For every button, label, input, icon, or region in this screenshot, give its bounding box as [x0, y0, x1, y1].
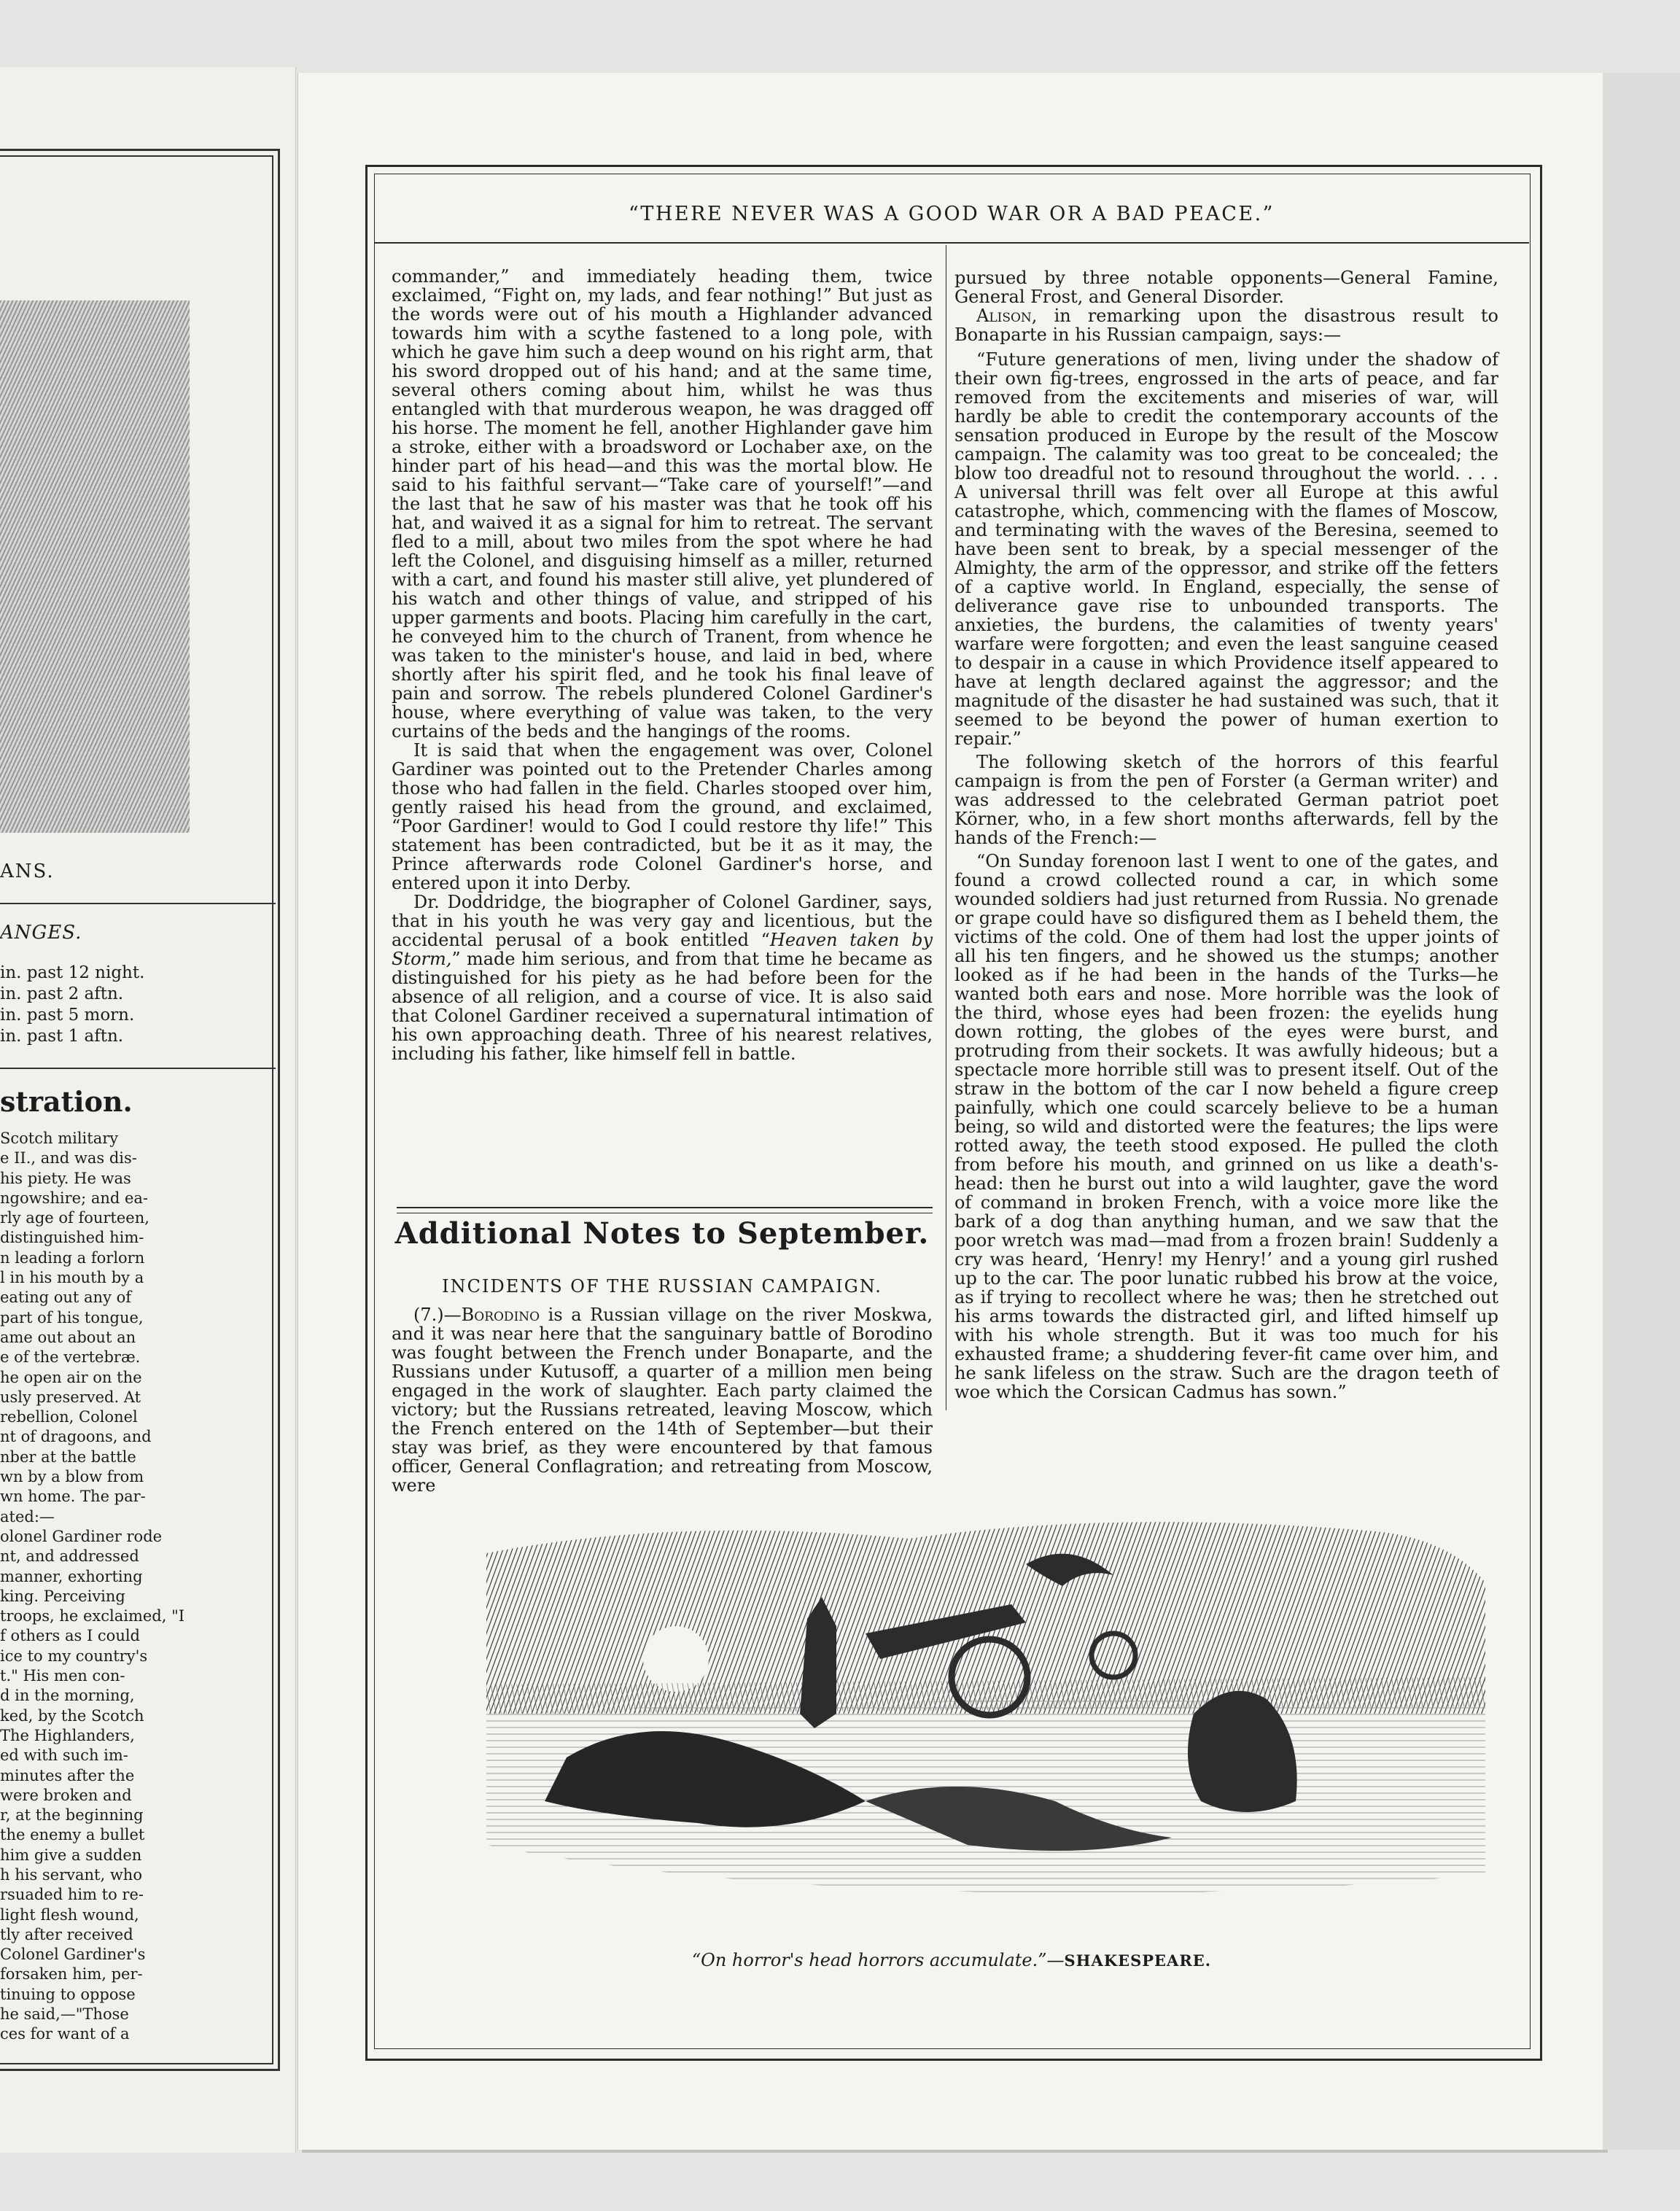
- left-column-line: ated:—: [0, 1507, 55, 1526]
- left-column-line: nt of dragoons, and: [0, 1428, 152, 1446]
- head-rule: [374, 242, 1529, 244]
- paragraph-text: Dr. Doddridge, the biographer of Colonel Gardiner, says, that in his youth he was very gay and licentious, but the accidental perusal of a book entitled “: [392, 892, 933, 950]
- left-column-line: ame out about an: [0, 1328, 136, 1346]
- main-page: [298, 73, 1603, 2150]
- book-title: Heaven taken by Storm,: [392, 930, 933, 969]
- left-section-title: stration.: [0, 1085, 133, 1118]
- left-column-line: minutes after the: [0, 1766, 135, 1784]
- paragraph: [392, 893, 933, 1063]
- left-changes-item: in. past 5 morn.: [0, 1006, 135, 1025]
- left-divider: [0, 1068, 276, 1069]
- left-column-line: manner, exhorting: [0, 1567, 143, 1585]
- left-column-line: ed with such im-: [0, 1746, 128, 1765]
- section-title: Additional Notes to September.: [394, 1216, 930, 1251]
- left-column-line: ngowshire; and ea-: [0, 1189, 149, 1207]
- author-name: Alison: [976, 306, 1032, 326]
- left-column-line: ice to my country's: [0, 1647, 148, 1665]
- left-column-line: light flesh wound,: [0, 1905, 139, 1924]
- paragraph-text: ” made him serious, and from that time he became as distinguished for his piety as he had before been for the absence of all religion, and a course of vice. It is also said that Colonel Gardiner received a supernatural intimation of his own approaching death. Three of his nearest relatives, including his father, like himself fell in battle.: [392, 949, 933, 1064]
- paragraph-text: , in remarking upon the disastrous result to Bonaparte in his Russian campaign, says:—: [954, 306, 1498, 345]
- paragraph: [954, 306, 1498, 344]
- left-column-line: wn by a blow from: [0, 1468, 144, 1486]
- left-column-line: f others as I could: [0, 1627, 141, 1645]
- left-column-line: troops, he exclaimed, "I: [0, 1607, 185, 1625]
- right-column: [954, 268, 1498, 1402]
- paragraph-number: (7.)—: [413, 1305, 462, 1325]
- left-column-line: e of the vertebræ.: [0, 1348, 141, 1367]
- left-column-line: the enemy a bullet: [0, 1826, 145, 1844]
- left-column-line: part of his tongue,: [0, 1308, 144, 1326]
- section-subtitle: INCIDENTS OF THE RUSSIAN CAMPAIGN.: [442, 1276, 882, 1297]
- left-changes-item: in. past 1 aftn.: [0, 1027, 124, 1046]
- left-column-line: distinguished him-: [0, 1229, 144, 1247]
- left-changes-item: in. past 12 night.: [0, 963, 145, 982]
- running-head: “THERE NEVER WAS A GOOD WAR OR A BAD PEACE.”: [629, 203, 1275, 225]
- left-column-line: Colonel Gardiner's: [0, 1946, 146, 1964]
- moon: [643, 1626, 709, 1692]
- left-changes-title: ANGES.: [0, 922, 82, 944]
- left-column-line: ces for want of a: [0, 2025, 130, 2043]
- left-column: [392, 267, 933, 1063]
- paragraph: [392, 1305, 933, 1495]
- paragraph: commander,” and immediately heading them, twice exclaimed, “Fight on, my lads, and fear nothing!” But just as the words were out of his mouth a Highlander advanced towards him with a scythe fastened to a long pole, with which he gave him such a deep wound on his right arm, that his sword dropped out of his hand; and at the same time, several others coming about him, whilst he was thus entangled with that murderous weapon, he was dragged off his horse. The moment he fell, another Highlander gave him a stroke, either with a broadsword or Lochaber axe, on the hinder part of his head—and this was the mortal blow. He said to his faithful servant—“Take care of yourself!”—and the last that he saw of his master was that he took off his hat, and waived it as a signal for him to retreat. The servant fled to a mill, about two miles from the spot where he had left the Colonel, and disguising himself as a miller, returned with a cart, and found his master still alive, yet plundered of his watch and other things of value, and stripped of his upper garments and boots. Placing him carefully in the cart, he conveyed him to the church of Tranent, from whence he was taken to the minister's house, and laid in bed, where shortly after his spirit fled, and he took his final leave of pain and sorrow. The rebels plundered Colonel Gardiner's house, where everything of value was taken, to the very curtains of the beds and the hangings of the rooms.: [392, 266, 933, 742]
- quotation: “On Sunday forenoon last I went to one of the gates, and found a crowd collected round a car, in which some wounded soldiers had just returned from Russia. No grenade or grape could have so disfigured them as I beheld them, the victims of the cold. One of them had lost the upper joints of all his ten fingers, and he showed us the stumps; another looked as if he had been in the hands of the Turks—he wanted both ears and nose. More horrible was the look of the third, whose eyes had been frozen: the eyelids hung down rotting, the globes of the eyes were burst, and protruding from their sockets. It was awfully hideous; but a spectacle more horrible still was to present itself. Out of the straw in the bottom of the car I now beheld a figure creep painfully, which one could scarcely believe to be a human being, so wild and distorted were the features; the lips were rotted away, the teeth stood exposed. He pulled the cloth from before his mouth, and grinned on us like a death's-head: then he burst out into a wild laughter, gave the word of command in broken French, with a voice more like the bark of a dog than anything human, and we saw that the poor wretch was mad—mad from a frozen brain! Suddenly a cry was heard, ‘Henry! my Henry!’ and a young girl rushed up to the car. The poor lunatic rubbed his brow at the voice, as if trying to recollect where he was; then he stretched out his arms towards the distracted girl, and lifted himself up with his whole strength. But it was too much for his exhausted frame; a shuddering fever-fit came over him, and he sank lifeless on the straw. Such are the dragon teeth of woe which the Corsican Cadmus has sown.”: [954, 851, 1498, 1402]
- left-page-column: [0, 1129, 185, 2045]
- left-page-fragment: [0, 67, 296, 2153]
- left-column-line: tinuing to oppose: [0, 1985, 136, 2003]
- left-column-line: r, at the beginning: [0, 1806, 144, 1825]
- scan-edge: [1603, 73, 1680, 2150]
- left-changes-item: in. past 2 aftn.: [0, 984, 124, 1003]
- left-column-line: olonel Gardiner rode: [0, 1527, 163, 1545]
- section-column: [392, 1305, 933, 1495]
- left-column-line: The Highlanders,: [0, 1726, 135, 1744]
- left-column-line: were broken and: [0, 1786, 132, 1804]
- left-column-line: eating out any of: [0, 1289, 132, 1307]
- left-column-line: king. Perceiving: [0, 1587, 125, 1605]
- left-column-line: rsuaded him to re-: [0, 1886, 144, 1904]
- quotation: “Future generations of men, living under the shadow of their own fig-trees, engrossed in the arts of peace, and far removed from the excitements and miseries of war, will hardly be able to credit the contemporary accounts of the sensation produced in Europe by the result of the Moscow campaign. The calamity was too great to be concealed; the blow too dreadful not to resound throughout the world. . . . A universal thrill was felt over all Europe at this awful catastrophe, which, commencing with the flames of Moscow, and terminating with the waves of the Beresina, seemed to have been sent to break, by a special messenger of the Almighty, the arm of the oppressor, and strike off the fetters of a captive world. In England, especially, the sense of deliverance gave rise to unbounded transports. The anxieties, the burdens, the calamities of twenty years' warfare were forgotten; and even the least sanguine ceased to despair in a cause in which Providence itself appeared to have at length declared against the aggressor; and the magnitude of the disaster he had sustained was such, that it seemed to be beyond the power of human exertion to repair.”: [954, 349, 1498, 749]
- place-name: Borodino: [461, 1305, 540, 1325]
- left-column-line: he said,—"Those: [0, 2005, 129, 2024]
- left-column-line: d in the morning,: [0, 1687, 135, 1705]
- paragraph: It is said that when the engagement was over, Colonel Gardiner was pointed out to the Pretender Charles among those who had fallen in the field. Charles stooped over him, gently raised his head from the ground, and exclaimed, “Poor Gardiner! would to God I could restore thy life!” This statement has been contradicted, but be it as it may, the Prince afterwards rode Colonel Gardiner's horse, and entered upon it into Derby.: [392, 740, 933, 893]
- section-rule: [397, 1207, 933, 1213]
- paragraph-text: is a Russian village on the river Moskwa, and it was near here that the sanguinary battle of Borodino was fought between the French under Bonaparte, and the Russians under Kutusoff, a quarter of a million men being engaged in the work of slaughter. Each party claimed the victory; but the Russians retreated, leaving Moscow, which the French entered on the 14th of September—but their stay was brief, as they were encountered by that famous officer, General Conflagration; and retreating from Moscow, were: [392, 1305, 933, 1496]
- engraving-caption: [374, 1950, 1529, 1970]
- battlefield-engraving: [457, 1495, 1498, 1911]
- left-column-line: t." His men con-: [0, 1667, 125, 1685]
- left-column-line: nt, and addressed: [0, 1547, 139, 1566]
- left-column-line: rly age of fourteen,: [0, 1209, 149, 1227]
- left-column-line: n leading a forlorn: [0, 1248, 145, 1267]
- left-column-line: l in his mouth by a: [0, 1269, 144, 1287]
- left-column-line: h his servant, who: [0, 1865, 142, 1884]
- left-column-line: e II., and was dis-: [0, 1149, 137, 1167]
- caption-author: SHAKESPEARE.: [1064, 1951, 1212, 1970]
- left-column-line: him give a sudden: [0, 1846, 142, 1864]
- left-column-line: usly preserved. At: [0, 1388, 141, 1406]
- left-column-line: nber at the battle: [0, 1448, 136, 1466]
- left-changes-list: [0, 963, 144, 1047]
- paragraph: The following sketch of the horrors of this fearful campaign is from the pen of Forster (a German writer) and was addressed to the celebrated German patriot poet Körner, who, in a few short months afterwards, fell by the hands of the French:—: [954, 752, 1498, 848]
- paragraph: pursued by three notable opponents—General Famine, General Frost, and General Disorder.: [954, 268, 1498, 307]
- left-divider: [0, 903, 276, 904]
- left-engraving-image: [0, 300, 190, 833]
- left-column-line: Scotch military: [0, 1130, 119, 1147]
- left-engraving-caption: ANS.: [0, 860, 55, 882]
- left-column-line: wn home. The par-: [0, 1488, 146, 1506]
- left-column-line: forsaken him, per-: [0, 1965, 143, 1983]
- left-column-line: tly after received: [0, 1925, 133, 1943]
- left-column-line: ked, by the Scotch: [0, 1706, 144, 1725]
- left-column-line: he open air on the: [0, 1368, 142, 1386]
- left-column-line: rebellion, Colonel: [0, 1408, 138, 1426]
- left-column-line: his piety. He was: [0, 1169, 131, 1187]
- caption-quote: “On horror's head horrors accumulate.”—: [691, 1950, 1065, 1970]
